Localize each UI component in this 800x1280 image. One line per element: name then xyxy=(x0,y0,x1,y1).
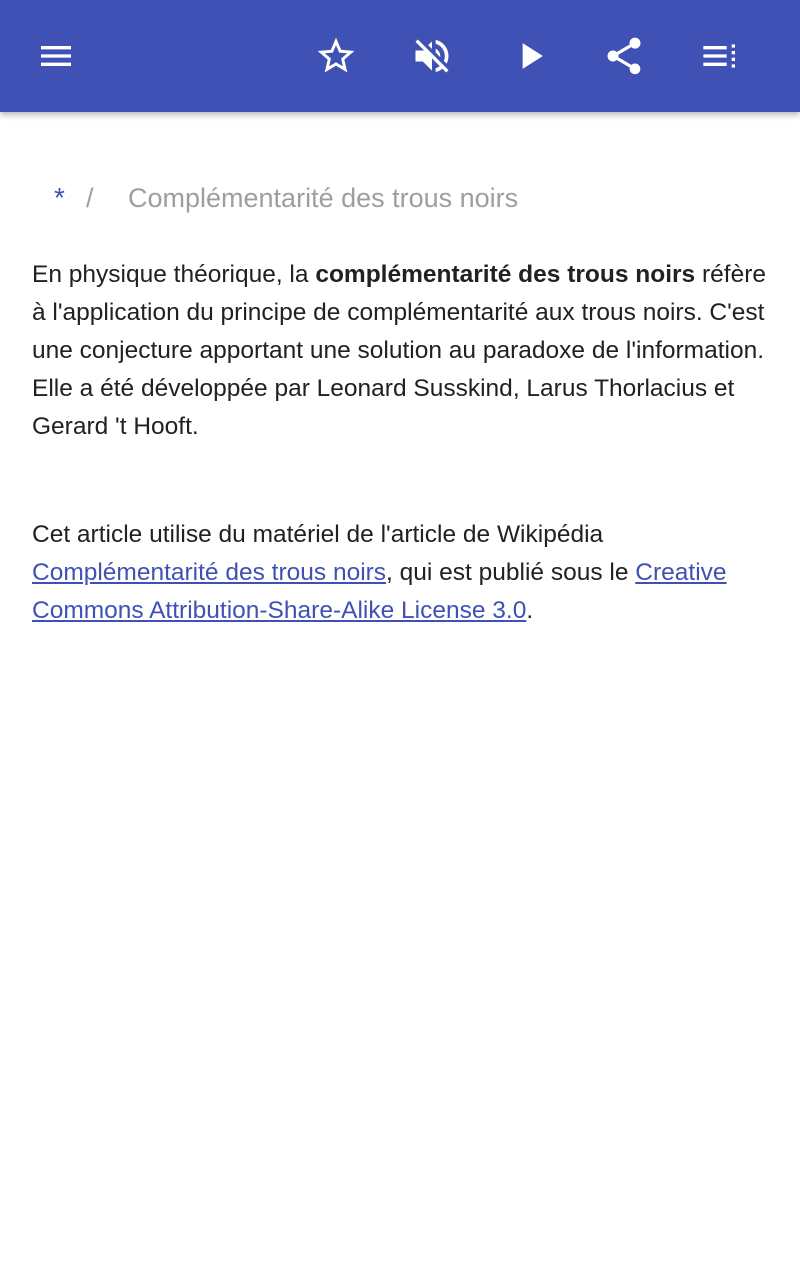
breadcrumb xyxy=(54,180,518,216)
star-outline-icon xyxy=(314,34,358,78)
article-intro-paragraph xyxy=(32,256,772,446)
app-toolbar xyxy=(0,0,800,112)
share-icon xyxy=(602,34,646,78)
attribution-suffix: . xyxy=(526,597,534,624)
license-link[interactable]: Creative Commons Attribution-Share-Alike License 3.0 xyxy=(32,559,727,624)
wikipedia-article-link[interactable]: Complémentarité des trous noirs xyxy=(32,559,387,586)
breadcrumb-root-link[interactable]: * xyxy=(54,182,65,213)
intro-bold-term: complémentarité des trous noirs xyxy=(315,261,696,288)
share-button[interactable] xyxy=(596,28,652,84)
play-icon xyxy=(508,34,552,78)
article-content xyxy=(0,112,800,1280)
attribution-paragraph xyxy=(32,516,772,630)
volume-off-icon xyxy=(410,34,454,78)
intro-prefix: En physique théorique, la xyxy=(32,261,316,288)
attribution-middle: , qui est publié sous le xyxy=(386,559,636,586)
playlist-icon xyxy=(700,36,740,76)
breadcrumb-current: Complémentarité des trous noirs xyxy=(128,183,519,213)
playlist-button[interactable] xyxy=(692,28,748,84)
menu-icon xyxy=(36,36,76,76)
play-button[interactable] xyxy=(502,28,558,84)
breadcrumb-separator: / xyxy=(86,183,94,213)
favorite-button[interactable] xyxy=(308,28,364,84)
intro-rest: réfère à l'application du principe de complémentarité aux trous noirs. C'est une conjecture apportant une solution au paradoxe de l'information. Elle a été développée par Leonard Susskind, Larus Thorlacius et Gerard 't Hooft. xyxy=(32,261,766,440)
attribution-prefix: Cet article utilise du matériel de l'article de Wikipédia xyxy=(32,521,604,548)
mute-button[interactable] xyxy=(404,28,460,84)
menu-button[interactable] xyxy=(28,28,84,84)
